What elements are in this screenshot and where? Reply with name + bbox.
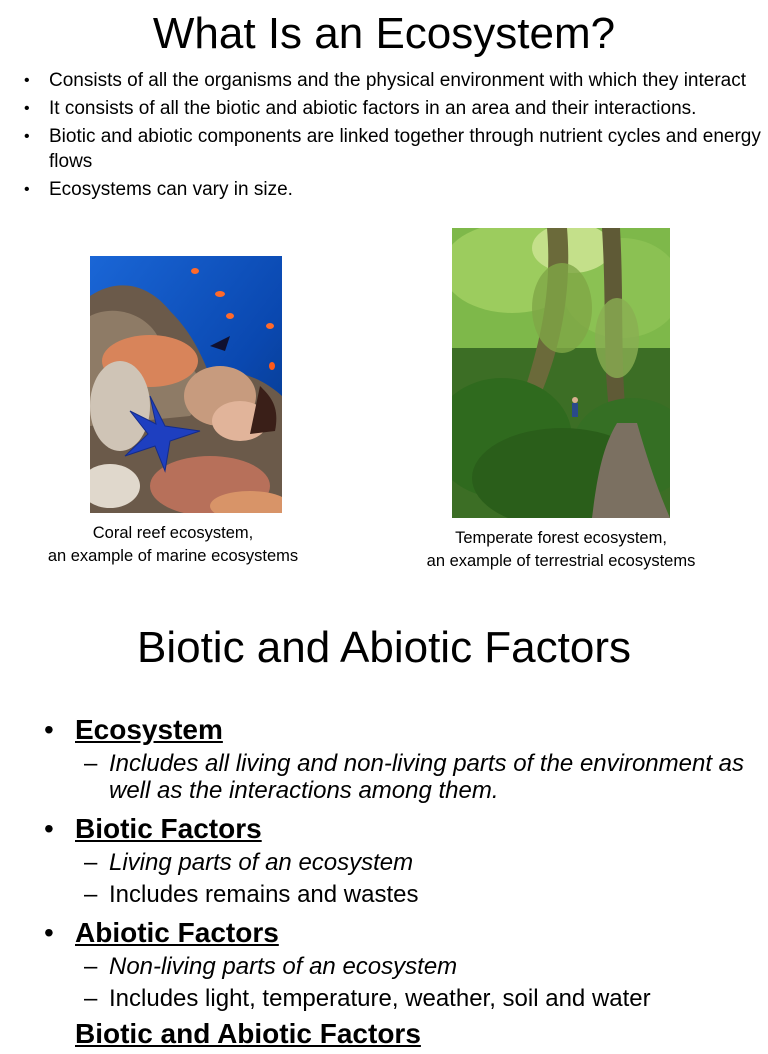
dash-icon: – [84,985,98,1012]
coral-reef-photo [90,256,282,513]
temperate-forest-caption [396,527,726,573]
sub-bullet-item [42,750,762,804]
section-heading-abiotic [42,913,762,953]
caption-line: an example of marine ecosystems [47,547,299,565]
caption-line: Temperate forest ecosystem, [455,529,667,547]
sub-bullet-item [42,953,762,980]
section-heading-text: Ecosystem [75,714,223,745]
bullet-dot-icon: • [24,181,30,198]
slide-title: What Is an Ecosystem? [152,9,616,58]
caption-line: an example of terrestrial ecosystems [426,552,696,570]
bullet-text: It consists of all the biotic and abiotic factors in an area and their interactions. [49,98,697,119]
bullet-item [22,68,762,93]
bullet-dot-icon: • [44,813,54,844]
caption-line: Coral reef ecosystem, [92,524,254,542]
bullet-item [22,177,762,202]
section-heading-text: Biotic Factors [75,813,262,844]
sub-bullet-text: Living parts of an ecosystem [109,849,414,876]
sub-bullet-text: Non-living parts of an ecosystem [109,953,458,980]
sub-bullet-text: Includes light, temperature, weather, soil and water [109,985,651,1012]
sub-bullet-text: Includes remains and wastes [109,881,419,908]
bullet-item [22,124,762,174]
bullet-dot-icon: • [44,917,54,948]
bullet-dot-icon: • [24,100,30,117]
slide-title-factors: Biotic and Abiotic Factors [136,623,631,672]
dash-icon: – [84,849,98,876]
dash-icon: – [84,881,98,908]
bullet-text: Consists of all the organisms and the physical environment with which they interact [49,70,747,91]
bullet-item [22,96,762,121]
section-heading-ecosystem [42,710,762,750]
bullet-text: Biotic and abiotic components are linked together through nutrient cycles and energy flows [49,126,761,172]
dash-icon: – [84,953,98,980]
temperate-forest-photo [452,228,670,518]
bullet-dot-icon: • [24,72,30,89]
cutoff-heading: Biotic and Abiotic Factors [75,1018,421,1049]
sub-bullet-text: Includes all living and non-living parts of the environment as well as the interactions among them. [109,750,745,804]
bullet-text: Ecosystems can vary in size. [49,179,293,200]
coral-reef-caption [10,522,336,568]
section-heading-biotic [42,809,762,849]
bullet-dot-icon: • [44,714,54,745]
sub-bullet-item [42,985,762,1012]
factors-bullet-list [42,710,762,1017]
sub-bullet-item [42,881,762,908]
ecosystem-bullet-list [22,68,762,205]
section-heading-text: Abiotic Factors [75,917,279,948]
dash-icon: – [84,750,98,777]
sub-bullet-item [42,849,762,876]
bullet-dot-icon: • [24,128,30,145]
